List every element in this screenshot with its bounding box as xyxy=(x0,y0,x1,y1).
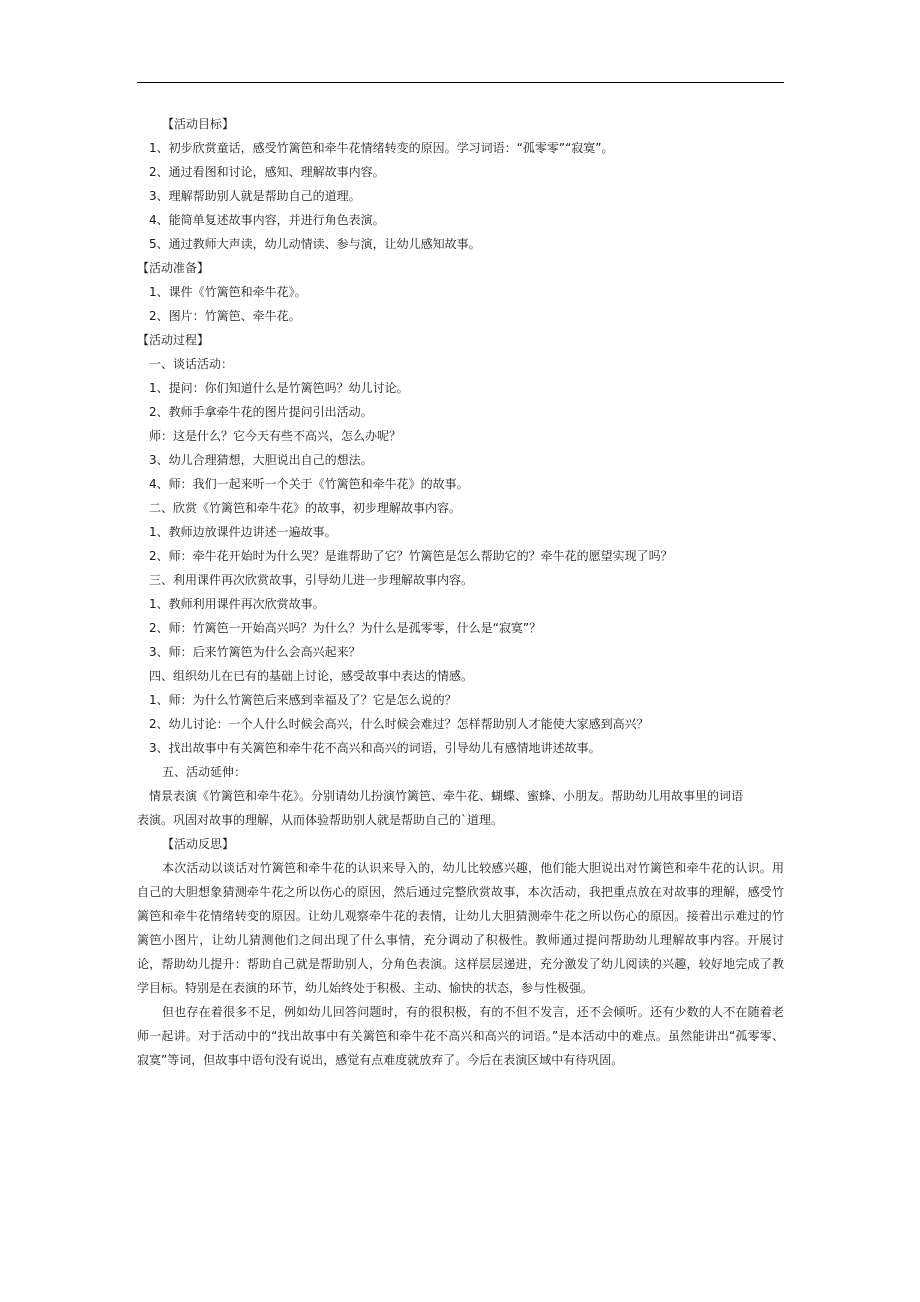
process-item: 2、师：牵牛花开始时为什么哭？是谁帮助了它？竹篱笆是怎么帮助它的？牵牛花的愿望实现了吗？ xyxy=(149,549,673,563)
extension-heading: 五、活动延伸： xyxy=(162,765,247,779)
prep-heading: 【活动准备】 xyxy=(137,261,210,275)
process-item: 一、谈话活动： xyxy=(149,357,234,371)
prep-item: 1、课件《竹篱笆和牵牛花》。 xyxy=(149,285,307,299)
process-item: 2、幼儿讨论：一个人什么时候会高兴，什么时候会难过？怎样帮助别人才能使大家感到高兴？ xyxy=(149,717,649,731)
process-item: 3、找出故事中有关篱笆和牵牛花不高兴和高兴的词语，引导幼儿有感情地讲述故事。 xyxy=(149,741,601,755)
reflection-heading: 【活动反思】 xyxy=(162,837,235,851)
process-item: 3、师：后来竹篱笆为什么会高兴起来？ xyxy=(149,645,361,659)
goal-item: 3、理解帮助别人就是帮助自己的道理。 xyxy=(149,189,361,203)
header-rule xyxy=(137,82,784,83)
goal-item: 2、通过看图和讨论，感知、理解故事内容。 xyxy=(149,165,385,179)
process-item: 三、利用课件再次欣赏故事，引导幼儿进一步理解故事内容。 xyxy=(149,573,474,587)
process-item: 3、幼儿合理猜想，大胆说出自己的想法。 xyxy=(149,453,373,467)
process-item: 1、提问：你们知道什么是竹篱笆吗？幼儿讨论。 xyxy=(149,381,409,395)
process-heading: 【活动过程】 xyxy=(137,333,210,347)
process-item: 1、教师边放课件边讲述一遍故事。 xyxy=(149,525,337,539)
goal-item: 5、通过教师大声读，幼儿动情读、参与演，让幼儿感知故事。 xyxy=(149,237,481,251)
prep-item: 2、图片：竹篱笆、牵牛花。 xyxy=(149,309,301,323)
extension-line: 情景表演《竹篱笆和牵牛花》。分别请幼儿扮演竹篱笆、牵牛花、蝴蝶、蜜蜂、小朋友。帮助幼儿用故事里的词语 xyxy=(149,789,744,803)
goal-item: 1、初步欣赏童话，感受竹篱笆和牵牛花情绪转变的原因。学习词语：“孤零零”“寂寞”。 xyxy=(149,141,614,155)
process-item: 四、组织幼儿在已有的基础上讨论，感受故事中表达的情感。 xyxy=(149,669,474,683)
process-item: 师：这是什么？它今天有些不高兴，怎么办呢？ xyxy=(149,429,402,443)
goal-item: 4、能简单复述故事内容，并进行角色表演。 xyxy=(149,213,385,227)
document-body xyxy=(137,112,784,1072)
process-item: 二、欣赏《竹篱笆和牵牛花》的故事，初步理解故事内容。 xyxy=(149,501,462,515)
process-item: 4、师：我们一起来听一个关于《竹篱笆和牵牛花》的故事。 xyxy=(149,477,469,491)
goals-heading: 【活动目标】 xyxy=(162,117,235,131)
extension-line: 表演。巩固对故事的理解，从而体验帮助别人就是帮助自己的`道理。 xyxy=(137,813,504,827)
process-item: 1、教师利用课件再次欣赏故事。 xyxy=(149,597,325,611)
process-item: 2、师：竹篱笆一开始高兴吗？为什么？为什么是孤零零，什么是“寂寞”？ xyxy=(149,621,542,635)
reflection-paragraph: 本次活动以谈话对竹篱笆和牵牛花的认识来导入的，幼儿比较感兴趣，他们能大胆说出对竹篱笆和牵牛花的认识。用自己的大胆想象猜测牵牛花之所以伤心的原因，然后通过完整欣赏故事，本次活动，我把重点放在对故事的理解，感受竹篱笆和牵牛花情绪转变的原因。让幼儿观察牵牛花的表情，让幼儿大胆猜测牵牛花之所以伤心的原因。接着出示难过的竹篱笆小图片，让幼儿猜测他们之间出现了什么事情，充分调动了积极性。教师通过提问帮助幼儿理解故事内容。开展讨论，帮助幼儿提升：帮助自己就是帮助别人，分角色表演。这样层层递进，充分激发了幼儿阅读的兴趣，较好地完成了教学目标。特别是在表演的环节，幼儿始终处于积极、主动、愉快的状态，参与性极强。 xyxy=(137,861,784,995)
reflection-paragraph: 但也存在着很多不足，例如幼儿回答问题时，有的很积极，有的不但不发言，还不会倾听。还有少数的人不在随着老师一起讲。对于活动中的“找出故事中有关篱笆和牵牛花不高兴和高兴的词语。”是本活动中的难点。虽然能讲出“孤零零、寂寞”等词，但故事中语句没有说出，感觉有点难度就放弃了。今后在表演区域中有待巩固。 xyxy=(137,1005,784,1067)
process-item: 2、教师手拿牵牛花的图片提问引出活动。 xyxy=(149,405,373,419)
process-item: 1、师：为什么竹篱笆后来感到幸福及了？它是怎么说的？ xyxy=(149,693,457,707)
